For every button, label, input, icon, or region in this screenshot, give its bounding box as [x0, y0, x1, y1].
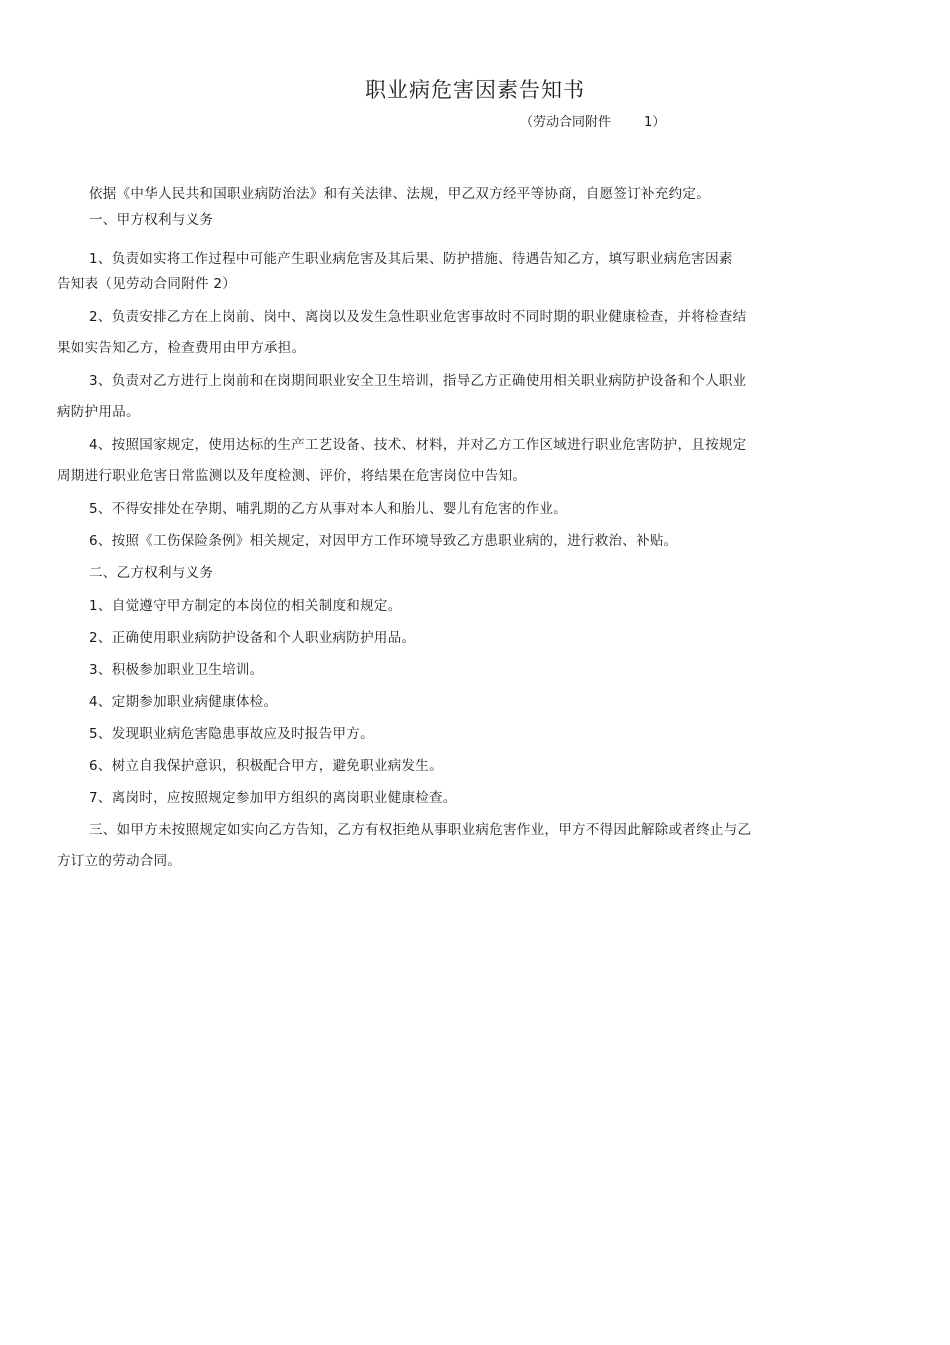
- section1-item-2-line1: 2、负责安排乙方在上岗前、岗中、离岗以及发生急性职业危害事故时不同时期的职业健康检查，并将检查结: [89, 309, 747, 325]
- section1-heading: 一、甲方权利与义务: [89, 212, 214, 228]
- section2-item-5: 5、发现职业病危害隐患事故应及时报告甲方。: [89, 726, 374, 742]
- section2-item-7: 7、离岗时，应按照规定参加甲方组织的离岗职业健康检查。: [89, 790, 457, 806]
- section1-item-1-line1: 1、负责如实将工作过程中可能产生职业病危害及其后果、防护措施、待遇告知乙方，填写职业病危害因素: [89, 251, 733, 267]
- section3-line1: 三、如甲方未按照规定如实向乙方告知，乙方有权拒绝从事职业病危害作业，甲方不得因此解除或者终止与乙: [89, 822, 752, 838]
- section1-item-1-line2: 告知表（见劳动合同附件 2）: [57, 276, 237, 292]
- section2-item-4: 4、定期参加职业病健康体检。: [89, 694, 278, 710]
- section3-line2: 方订立的劳动合同。: [57, 853, 182, 869]
- section1-item-2-line2: 果如实告知乙方，检查费用由甲方承担。: [57, 340, 306, 356]
- section1-item-6: 6、按照《工伤保险条例》相关规定，对因甲方工作环境导致乙方患职业病的，进行救治、补贴。: [89, 533, 678, 549]
- section1-item-3-line2: 病防护用品。: [57, 404, 140, 420]
- section2-heading: 二、乙方权利与义务: [89, 565, 214, 581]
- section1-item-4-line1: 4、按照国家规定，使用达标的生产工艺设备、技术、材料，并对乙方工作区域进行职业危害防护，且按规定: [89, 437, 747, 453]
- document-subtitle: （劳动合同附件 1）: [520, 115, 666, 130]
- document-title: 职业病危害因素告知书: [365, 78, 585, 102]
- intro-paragraph: 依据《中华人民共和国职业病防治法》和有关法律、法规，甲乙双方经平等协商，自愿签订补充约定。: [89, 186, 710, 202]
- section2-item-6: 6、树立自我保护意识，积极配合甲方，避免职业病发生。: [89, 758, 443, 774]
- section1-item-4-line2: 周期进行职业危害日常监测以及年度检测、评价，将结果在危害岗位中告知。: [57, 468, 527, 484]
- section2-item-1: 1、自觉遵守甲方制定的本岗位的相关制度和规定。: [89, 598, 402, 614]
- section2-item-2: 2、正确使用职业病防护设备和个人职业病防护用品。: [89, 630, 416, 646]
- section1-item-3-line1: 3、负责对乙方进行上岗前和在岗期间职业安全卫生培训，指导乙方正确使用相关职业病防护设备和个人职业: [89, 373, 747, 389]
- section1-item-5: 5、不得安排处在孕期、哺乳期的乙方从事对本人和胎儿、婴儿有危害的作业。: [89, 501, 568, 517]
- section2-item-3: 3、积极参加职业卫生培训。: [89, 662, 264, 678]
